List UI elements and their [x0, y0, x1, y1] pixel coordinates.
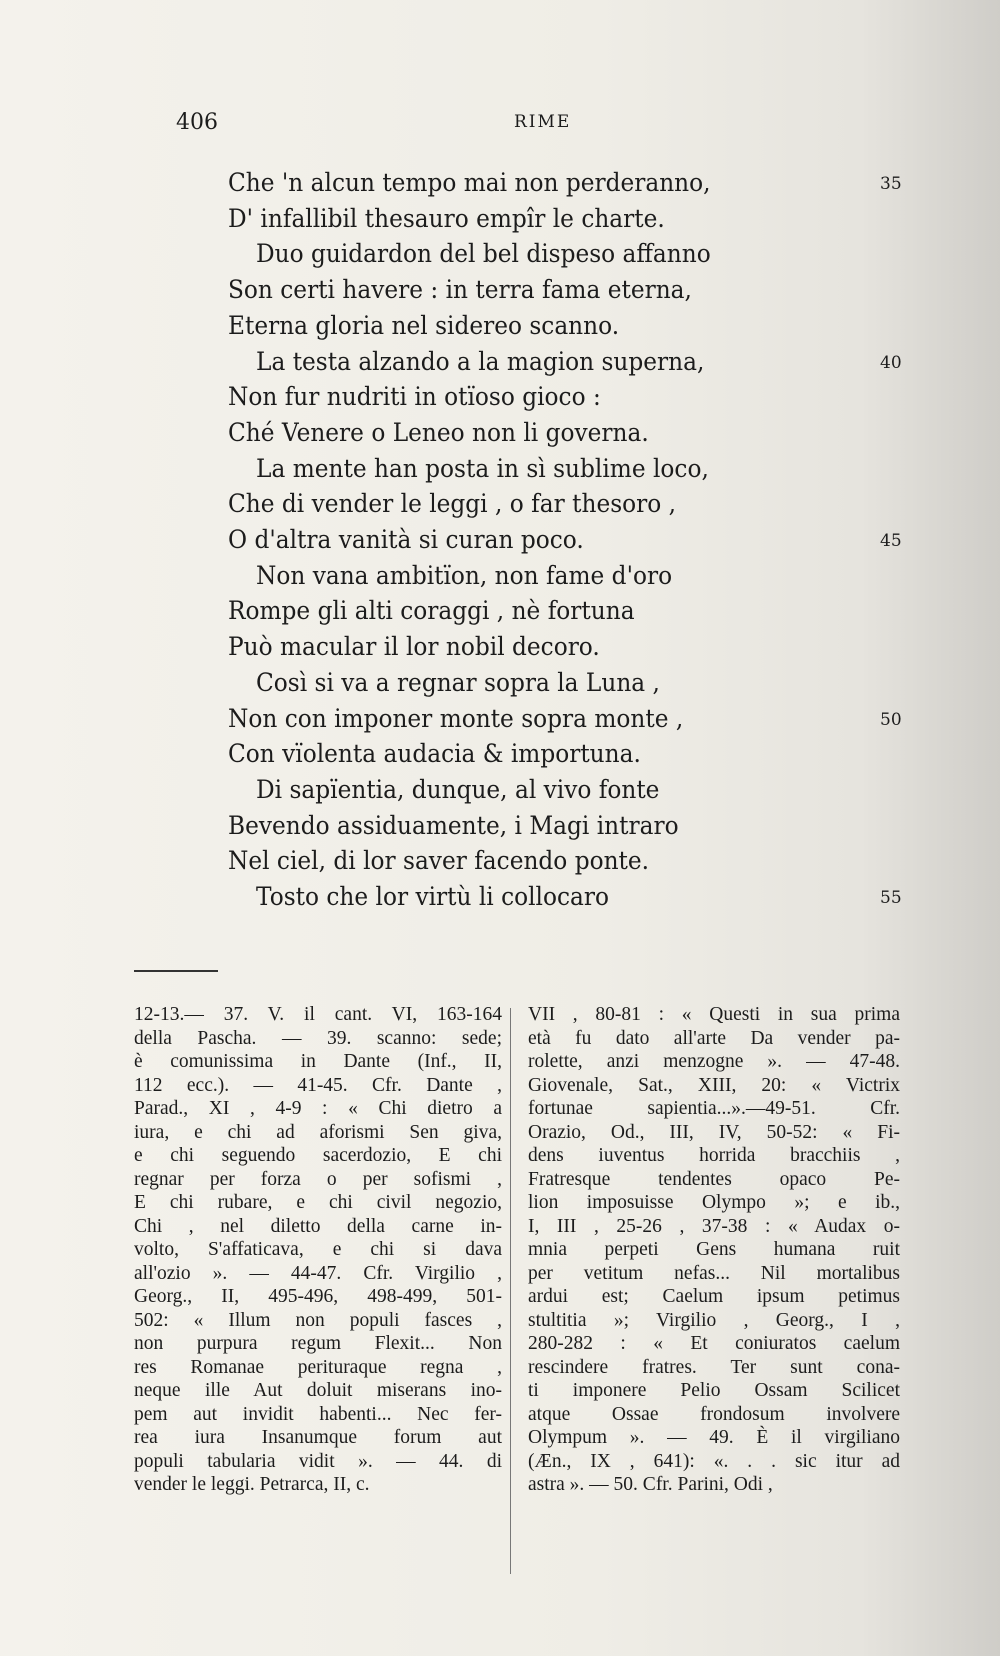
footnote-line: regnar per forza o per sofismi ,: [134, 1168, 502, 1190]
footnote-line: stultitia »; Virgilio , Georg., I ,: [528, 1309, 900, 1331]
footnote-line: e chi seguendo sacerdozio, E chi: [134, 1145, 502, 1166]
footnote-line: (Æn., IX , 641): «. . . sic itur ad: [528, 1450, 900, 1472]
verse-line: D' infallibil thesauro empîr le charte.: [228, 203, 665, 233]
verse-line: Bevendo assiduamente, i Magi intraro: [228, 810, 679, 840]
verse-line: Eterna gloria nel sidereo scanno.: [228, 310, 620, 340]
verse-line: Di sapïentia, dunque, al vivo fonte: [256, 774, 660, 804]
footnote-line: I, III , 25-26 , 37-38 : « Audax o-: [528, 1215, 900, 1237]
footnote-line: Orazio, Od., III, IV, 50-52: « Fi-: [528, 1121, 900, 1143]
line-number: 45: [880, 531, 902, 551]
footnote-line: Chi , nel diletto della carne in-: [134, 1215, 502, 1237]
verse-line: Con vïolenta audacia & importuna.: [228, 739, 641, 769]
verse-line: Duo guidardon del bel dispeso affanno: [256, 239, 711, 269]
footnote-line: rolette, anzi menzogne ». — 47-48.: [528, 1051, 900, 1072]
footnote-line: lion imposuisse Olympo »; e ib.,: [528, 1192, 900, 1213]
notes-left-column: [134, 1003, 502, 1497]
footnote-line: ardui est; Caelum ipsum petimus: [528, 1286, 900, 1307]
footnote-line: non purpura regum Flexit... Non: [134, 1333, 502, 1354]
running-title: RIME: [514, 112, 572, 132]
verse-line: Non fur nudriti in otïoso gioco :: [228, 382, 601, 412]
verse-line: Può macular il lor nobil decoro.: [228, 632, 600, 662]
footnote-line: E chi rubare, e chi civil negozio,: [134, 1192, 502, 1213]
verse-line: O d'altra vanità si curan poco.: [228, 525, 584, 554]
page-number: 406: [176, 110, 218, 135]
verse-line: Rompe gli alti coraggi , nè fortuna: [228, 596, 635, 626]
footnote-line: iura, e chi ad aforismi Sen giva,: [134, 1121, 502, 1143]
notes-right-column: [528, 1003, 900, 1497]
verse-line: Nel ciel, di lor saver facendo ponte.: [228, 846, 650, 876]
verse-line: Son certi havere : in terra fama eterna,: [228, 275, 692, 305]
verse-line: Che di vender le leggi , o far thesoro ,: [228, 489, 677, 519]
footnote-line: rescindere fratres. Ter sunt cona-: [528, 1356, 900, 1378]
verse-line: Così si va a regnar sopra la Luna ,: [256, 667, 660, 697]
footnote-line: Fratresque tendentes opaco Pe-: [528, 1168, 900, 1190]
footnote-line: mnia perpeti Gens humana ruit: [528, 1239, 900, 1260]
footnote-line: pem aut invidit habenti... Nec fer-: [134, 1403, 502, 1425]
verse-line: La testa alzando a la magion superna,: [256, 346, 705, 376]
footnote-line: volto, S'affaticava, e chi si dava: [134, 1239, 502, 1260]
footnote-line: 112 ecc.). — 41-45. Cfr. Dante ,: [134, 1074, 502, 1096]
footnote-line: rea iura Insanumque forum aut: [134, 1427, 502, 1448]
footnote-line: Olympum ». — 49. È il virgiliano: [528, 1427, 900, 1448]
line-number: 50: [880, 709, 902, 730]
verse-line: Non con imponer monte sopra monte ,: [228, 703, 684, 733]
line-number: 35: [880, 174, 902, 194]
verse-line: Ché Venere o Leneo non li governa.: [228, 417, 649, 447]
footnote-line: VII , 80-81 : « Questi in sua prima: [528, 1004, 900, 1025]
footnote-line: è comunissima in Dante (Inf., II,: [134, 1051, 502, 1072]
footnote-line: ti imponere Pelio Ossam Scilicet: [528, 1380, 900, 1401]
line-number: 40: [880, 352, 902, 373]
column-divider: [510, 1008, 511, 1574]
footnote-line: Giovenale, Sat., XIII, 20: « Victrix: [528, 1074, 900, 1096]
verse-line: Tosto che lor virtù li collocaro: [256, 882, 609, 911]
footnote-line: fortunae sapientia...».—49-51. Cfr.: [528, 1098, 900, 1119]
footnote-line: atque Ossae frondosum involvere: [528, 1403, 900, 1425]
footnote-line: neque ille Aut doluit miserans ino-: [134, 1380, 502, 1401]
verse-line: Non vana ambitïon, non fame d'oro: [256, 560, 673, 590]
line-number: 55: [880, 888, 902, 908]
footnote-line: 502: « Illum non populi fasces ,: [134, 1309, 502, 1331]
verse-line: La mente han posta in sì sublime loco,: [256, 453, 709, 483]
footnote-line: 12-13.— 37. V. il cant. VI, 163-164: [134, 1004, 502, 1025]
footnote-rule: [134, 970, 218, 972]
footnote-line: populi tabularia vidit ». — 44. di: [134, 1450, 502, 1472]
verse-line: Che 'n alcun tempo mai non perderanno,: [228, 168, 711, 197]
footnote-line: all'ozio ». — 44-47. Cfr. Virgilio ,: [134, 1262, 502, 1284]
footnote-line: 280-282 : « Et coniuratos caelum: [528, 1333, 900, 1354]
footnote-line: astra ». — 50. Cfr. Parini, Odi ,: [528, 1474, 773, 1495]
footnote-line: Parad., XI , 4-9 : « Chi dietro a: [134, 1098, 502, 1119]
footnote-line: per vetitum nefas... Nil mortalibus: [528, 1262, 900, 1284]
footnote-line: vender le leggi. Petrarca, II, c.: [134, 1474, 370, 1495]
footnote-line: dens iuventus horrida bracchiis ,: [528, 1145, 900, 1166]
footnote-line: res Romanae perituraque regna ,: [134, 1356, 502, 1378]
footnote-line: della Pascha. — 39. scanno: sede;: [134, 1027, 502, 1049]
footnote-line: Georg., II, 495-496, 498-499, 501-: [134, 1286, 502, 1307]
footnote-line: età fu dato all'arte Da vender pa-: [528, 1027, 900, 1049]
